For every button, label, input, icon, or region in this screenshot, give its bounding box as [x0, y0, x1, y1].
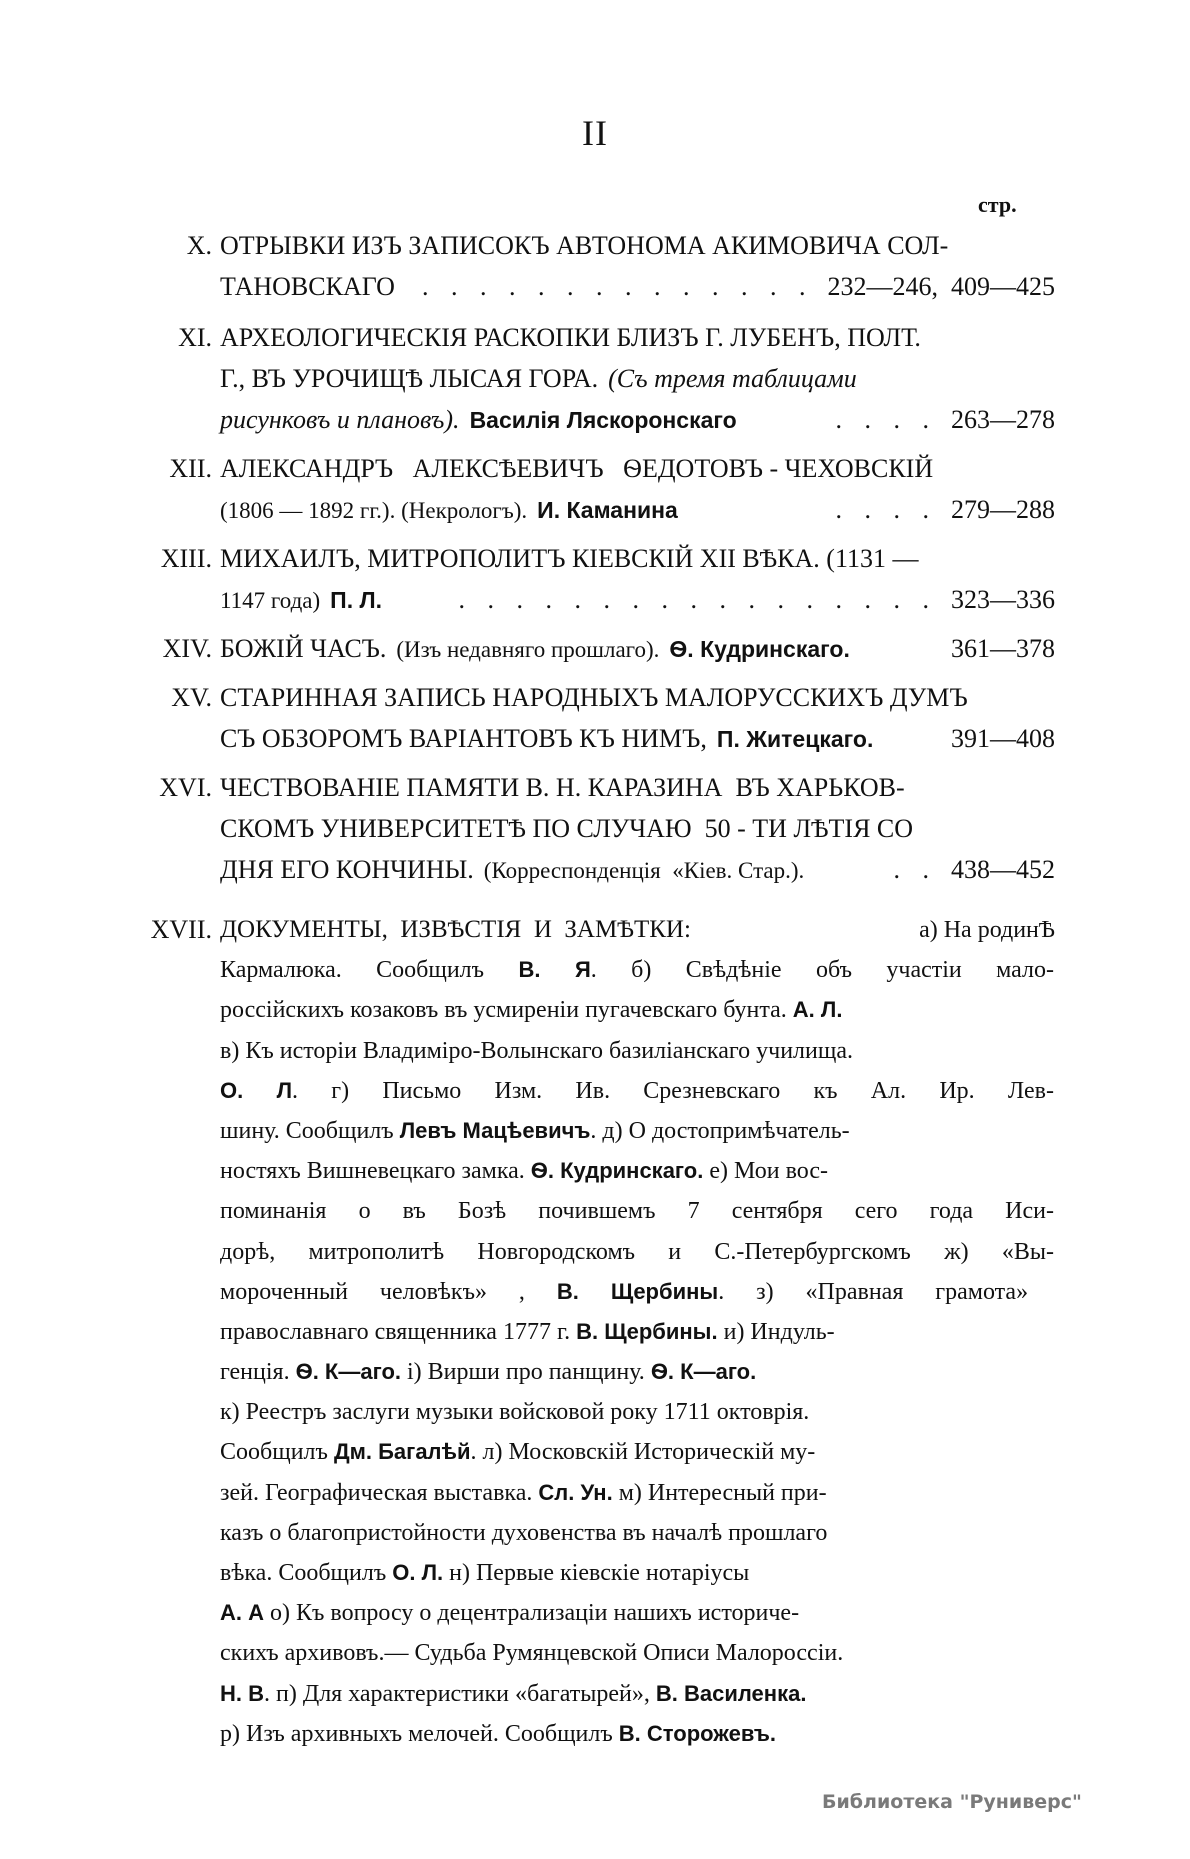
entry-body-segment: . п) Для характеристики «багатырей», [264, 1680, 656, 1707]
page-number: II [582, 113, 608, 153]
entry-body-line [220, 1633, 1055, 1673]
entry-author: Ѳ. К—аго. [295, 1359, 402, 1385]
entry-title-text: АЛЕКСАНДРЪ АЛЕКСѢЕВИЧЪ ѲЕДОТОВЪ - ЧЕХОВСКІЙ [220, 454, 934, 483]
entry-title-line [220, 317, 1055, 358]
toc-entry-xvii [150, 910, 1055, 1754]
toc-entry-x [150, 225, 1055, 307]
entry-number: XIV. [162, 634, 212, 663]
entry-note: (Съ тремя таблицами [608, 364, 857, 393]
entry-author: Сл. Ун. [538, 1479, 613, 1505]
entry-number: XVI. [159, 773, 212, 802]
entry-title-text: ДНЯ ЕГО КОНЧИНЫ. [220, 855, 474, 884]
toc-entry-xii [150, 448, 1055, 530]
entry-author: Дм. Багалѣй [333, 1439, 471, 1465]
entry-body-segment: . г) Письмо Изм. Ив. Срезневскаго къ Ал. Ир. Лев- [292, 1077, 1055, 1104]
entry-author: Ѳ. Кудринскаго. [530, 1158, 704, 1184]
toc-entry-xi [150, 317, 1055, 440]
entry-author: П. Житецкаго. [716, 726, 874, 752]
entry-author: А. Л. [792, 997, 843, 1023]
entry-body-line [220, 1312, 1055, 1352]
entry-body-segment: казъ о благопристойности духовенства въ началѣ прошлаго [220, 1519, 828, 1546]
entry-author: О. Л [220, 1077, 293, 1103]
entry-body-segment: дорѣ, митрополитѣ Новгородскомъ и С.-Петербургскомъ ж) «Вы- [220, 1238, 1054, 1265]
entry-body-line [220, 1432, 1055, 1472]
entry-number: XIII. [160, 544, 212, 573]
entry-body-segment: мороченный человѣкъ» , [220, 1278, 557, 1305]
entry-body-line [220, 1071, 1055, 1111]
entry-heading: ДОКУМЕНТЫ, ИЗВѢСТІЯ И ЗАМѢТКИ: [220, 916, 691, 943]
entry-body-line [220, 1392, 1055, 1432]
page-range: 438—452 [951, 855, 1055, 884]
entry-body-segment: . л) Московскій Историческій му- [470, 1439, 816, 1466]
entry-body-segment: р) Изъ архивныхъ мелочей. Сообщилъ [220, 1720, 619, 1747]
entry-title-text: ЧЕСТВОВАНІЕ ПАМЯТИ В. Н. КАРАЗИНА ВЪ ХАРЬКОВ- [220, 773, 905, 802]
toc-entry-xvi [150, 767, 1055, 890]
entry-title-line [220, 579, 1055, 620]
entry-number: XVII. [150, 915, 212, 944]
entry-title-text: СКОМЪ УНИВЕРСИТЕТѢ ПО СЛУЧАЮ 50 - ТИ ЛѢТІЯ СО [220, 814, 914, 843]
entry-author: В. Щербины. [576, 1318, 718, 1344]
entry-body-line [220, 1352, 1055, 1392]
entry-note: (Корреспонденція «Кіев. Стар.). [483, 858, 805, 883]
entry-title-text: ОТРЫВКИ ИЗЪ ЗАПИСОКЪ АВТОНОМА АКИМОВИЧА СОЛ- [220, 231, 949, 260]
toc-entry-xiv [150, 628, 1055, 669]
entry-body-segment: н) Первые кіевскіе нотаріусы [443, 1560, 750, 1586]
entry-title-text: ТАНОВСКАГО [220, 272, 395, 301]
entry-number: XII. [169, 454, 212, 483]
page-range: 263—278 [951, 405, 1055, 434]
entry-body-segment: россійскихъ козаковъ въ усмиреніи пугачевскаго бунта. [220, 997, 793, 1024]
entry-body-line [220, 1714, 1055, 1754]
entry-author: И. Каманина [537, 497, 678, 523]
entry-body-segment: зей. Географическая выставка. [220, 1479, 539, 1506]
entry-body-line [220, 1031, 1055, 1071]
entry-body-line [220, 1272, 1055, 1312]
entry-note: рисунковъ и плановъ). [220, 405, 460, 434]
entry-title-line [220, 225, 1055, 266]
entry-body-segment: поминанія о въ Бозѣ почившемъ 7 сентября сего года Иси- [220, 1198, 1054, 1225]
entry-body-segment: ностяхъ Вишневецкаго замка. [220, 1158, 531, 1185]
entry-body-segment: шину. Сообщилъ [220, 1117, 400, 1144]
entry-body-segment: Кармалюка. Сообщилъ [220, 957, 519, 984]
entry-body-segment: і) Вирши про панщину. [401, 1359, 651, 1386]
page-range: 391—408 [951, 724, 1055, 753]
entry-body-line [220, 950, 1055, 990]
leader-dots: . . [893, 855, 937, 884]
entry-title-text: МИХАИЛЪ, МИТРОПОЛИТЪ КІЕВСКІЙ XII ВѢКА. (1131 — [220, 544, 919, 573]
entry-body-segment: православнаго священника 1777 г. [220, 1318, 577, 1345]
entry-body-line [220, 990, 1055, 1030]
entry-title-line [220, 538, 1055, 579]
leader-dots: . . . . . . . . . . . . . . [422, 272, 814, 301]
entry-title-line [220, 808, 1055, 849]
entry-body-segment: вѣка. Сообщилъ [220, 1560, 393, 1586]
page-range: 279—288 [951, 495, 1055, 524]
entry-title-line [220, 399, 1055, 440]
entry-author: А. А [220, 1600, 264, 1626]
entry-body [220, 910, 1055, 1754]
entry-body-segment [919, 910, 1055, 950]
page-range: 323—336 [951, 585, 1055, 614]
entry-author: В. Василенка. [655, 1680, 807, 1706]
entry-title-text: СЪ ОБЗОРОМЪ ВАРІАНТОВЪ КЪ НИМЪ, [220, 724, 707, 753]
entry-number: XV. [171, 683, 212, 712]
leader-dots: . . . . [835, 495, 937, 524]
entry-title-line [220, 767, 1055, 808]
entry-title-line [220, 628, 1055, 669]
entry-body-segment: Сообщилъ [220, 1439, 334, 1466]
entry-body-line [220, 1513, 1055, 1553]
entry-body-segment: генція. [220, 1359, 296, 1386]
entry-body-segment: м) Интересный при- [612, 1479, 827, 1506]
page-range: 361—378 [951, 634, 1055, 663]
page-column-header: стр. [978, 192, 1017, 217]
entry-title-text: (1806 — 1892 гг.). (Некрологъ). [220, 498, 528, 523]
entry-title-line [220, 358, 1055, 399]
entry-title-line [220, 718, 1055, 759]
entry-note: (Изъ недавняго прошлаго). [396, 637, 660, 662]
entry-body-segment: а) На родинѢ [919, 917, 1055, 943]
entry-title-line [220, 448, 1055, 489]
entry-body-line [220, 1553, 1055, 1593]
entry-author: Василія Ляскоронскаго [469, 407, 737, 433]
page-range: 232—246, 409—425 [827, 272, 1055, 301]
entry-title-line [220, 489, 1055, 530]
entry-title-text: 1147 года) [220, 588, 321, 613]
entry-title-text: АРХЕОЛОГИЧЕСКІЯ РАСКОПКИ БЛИЗЪ Г. ЛУБЕНЪ, ПОЛТ. [220, 323, 921, 352]
entry-author: В. Сторожевъ. [618, 1720, 776, 1746]
entry-body-line [220, 1593, 1055, 1633]
entry-author: В. Щербины [556, 1278, 719, 1304]
entry-body-line [220, 1674, 1055, 1714]
entry-number: XI. [178, 323, 212, 352]
entry-body-segment: . з) «Правная грамота» [718, 1278, 1029, 1305]
entry-body-segment: скихъ архивовъ.— Судьба Румянцевской Описи Малороссіи. [220, 1640, 844, 1667]
entry-body-segment: в) Къ исторіи Владиміро-Волынскаго базиліанскаго училища. [220, 1037, 853, 1064]
entry-author: О. Л. [392, 1560, 444, 1585]
leader-dots: . . . . [835, 405, 937, 434]
entry-body-segment: о) Къ вопросу о децентрализаціи нашихъ историче- [264, 1600, 800, 1627]
entry-author: П. Л. [330, 587, 383, 613]
entry-title-text: СТАРИННАЯ ЗАПИСЬ НАРОДНЫХЪ МАЛОРУССКИХЪ ДУМЪ [220, 683, 968, 712]
entry-body-segment: к) Реестръ заслуги музыки войсковой року 1711 октоврія. [220, 1399, 810, 1426]
entry-title-text: Г., ВЪ УРОЧИЩѢ ЛЫСАЯ ГОРА. [220, 364, 599, 393]
entry-title-line [220, 266, 1055, 307]
entry-body-line [220, 1111, 1055, 1151]
table-of-contents [150, 225, 1055, 1754]
entry-body-segment: и) Индуль- [717, 1318, 835, 1345]
entry-body-line [220, 1151, 1055, 1191]
entry-author: В. Я [518, 957, 591, 983]
entry-body-line [220, 1473, 1055, 1513]
entry-body-segment: . д) О достопримѣчатель- [590, 1117, 850, 1144]
toc-entry-xiii [150, 538, 1055, 620]
entry-title-line [220, 677, 1055, 718]
library-watermark: Библиотека "Руниверс" [822, 1791, 1082, 1813]
entry-author: Ѳ. К—аго. [650, 1359, 757, 1385]
entry-body-line [220, 1232, 1055, 1272]
entry-author: Ѳ. Кудринскаго. [669, 636, 850, 662]
entry-title-line [220, 849, 1055, 890]
entry-body-line [220, 1191, 1055, 1231]
entry-body-segment: . б) Свѣдѣніе объ участіи мало- [590, 957, 1054, 984]
entry-body-line [220, 910, 1055, 950]
entry-body-segment: е) Мои вос- [703, 1158, 828, 1185]
entry-number: X. [186, 231, 212, 260]
entry-title-text: БОЖІЙ ЧАСЪ. [220, 634, 387, 663]
toc-entry-xv [150, 677, 1055, 759]
entry-author: Н. В [220, 1680, 264, 1706]
leader-dots: . . . . . . . . . . . . . . . . . [458, 585, 937, 614]
entry-author: Левъ Мацѣевичъ [399, 1117, 591, 1143]
